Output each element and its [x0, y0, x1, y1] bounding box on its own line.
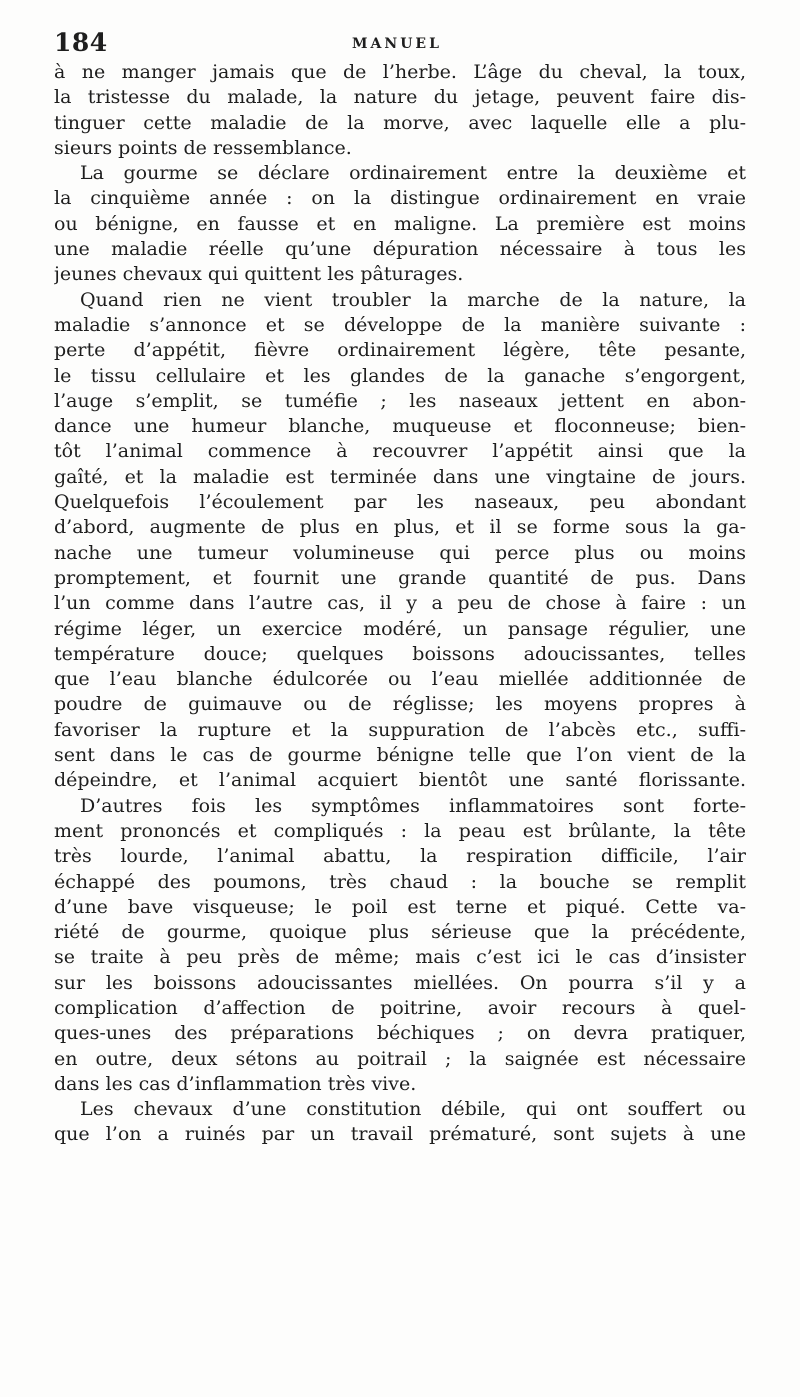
- body-text: [54, 60, 746, 1148]
- text-line: perte d’appétit, fièvre ordinairement légère, tête pesante,: [54, 339, 746, 362]
- text-line: jeunes chevaux qui quittent les pâturages.: [54, 263, 464, 286]
- text-line: riété de gourme, quoique plus sérieuse que la précédente,: [54, 921, 746, 944]
- text-line: température douce; quelques boissons adoucissantes, telles: [54, 642, 746, 665]
- text-line: Quelquefois l’écoulement par les naseaux, peu abondant: [54, 491, 746, 514]
- text-line: ou bénigne, en fausse et en maligne. La première est moins: [54, 212, 746, 235]
- text-line: tinguer cette maladie de la morve, avec laquelle elle a plu-: [54, 111, 746, 134]
- text-line: l’un comme dans l’autre cas, il y a peu de chose à faire : un: [54, 592, 746, 615]
- text-line: D’autres fois les symptômes inflammatoires sont forte-: [80, 794, 746, 817]
- text-line: très lourde, l’animal abattu, la respiration difficile, l’air: [54, 845, 746, 868]
- text-line: sur les boissons adoucissantes miellées. On pourra s’il y a: [54, 971, 746, 994]
- text-line: Quand rien ne vient troubler la marche de la nature, la: [80, 288, 746, 311]
- text-line: maladie s’annonce et se développe de la manière suivante :: [54, 313, 746, 336]
- text-line: complication d’affection de poitrine, avoir recours à quel-: [54, 996, 746, 1019]
- text-line: une maladie réelle qu’une dépuration nécessaire à tous les: [54, 238, 746, 261]
- text-line: échappé des poumons, très chaud : la bouche se remplit: [54, 870, 746, 893]
- text-line: la tristesse du malade, la nature du jetage, peuvent faire dis-: [54, 86, 746, 109]
- text-line: la cinquième année : on la distingue ordinairement en vraie: [54, 187, 746, 210]
- text-line: dans les cas d’inflammation très vive.: [54, 1072, 417, 1095]
- text-line: promptement, et fournit une grande quantité de pus. Dans: [54, 566, 746, 589]
- page-header: [54, 28, 740, 58]
- text-line: que l’eau blanche édulcorée ou l’eau miellée additionnée de: [54, 668, 746, 691]
- text-line: d’abord, augmente de plus en plus, et il se forme sous la ga-: [54, 516, 746, 539]
- page-number: 184: [54, 28, 108, 57]
- text-line: sieurs points de ressemblance.: [54, 136, 352, 159]
- text-line: tôt l’animal commence à recouvrer l’appétit ainsi que la: [54, 440, 746, 463]
- text-line: La gourme se déclare ordinairement entre la deuxième et: [80, 162, 746, 185]
- text-line: dance une humeur blanche, muqueuse et floconneuse; bien-: [54, 415, 746, 438]
- text-line: gaîté, et la maladie est terminée dans une vingtaine de jours.: [54, 465, 746, 488]
- text-line: se traite à peu près de même; mais c’est ici le cas d’insister: [54, 946, 746, 969]
- text-line: nache une tumeur volumineuse qui perce plus ou moins: [54, 541, 746, 564]
- text-line: dépeindre, et l’animal acquiert bientôt une santé florissante.: [54, 769, 746, 792]
- text-line: régime léger, un exercice modéré, un pansage régulier, une: [54, 617, 746, 640]
- text-line: ment prononcés et compliqués : la peau est brûlante, la tête: [54, 819, 746, 842]
- text-line: l’auge s’emplit, se tuméfie ; les naseaux jettent en abon-: [54, 389, 746, 412]
- text-line: favoriser la rupture et la suppuration de l’abcès etc., suffi-: [54, 718, 746, 741]
- text-line: en outre, deux sétons au poitrail ; la saignée est nécessaire: [54, 1047, 746, 1070]
- text-line: d’une bave visqueuse; le poil est terne et piqué. Cette va-: [54, 895, 746, 918]
- text-line: sent dans le cas de gourme bénigne telle que l’on vient de la: [54, 744, 746, 767]
- running-head: MANUEL: [352, 36, 442, 52]
- text-line: le tissu cellulaire et les glandes de la ganache s’engorgent,: [54, 364, 746, 387]
- text-line: que l’on a ruinés par un travail prématuré, sont sujets à une: [54, 1123, 746, 1146]
- text-line: Les chevaux d’une constitution débile, qui ont souffert ou: [80, 1098, 746, 1121]
- text-line: ques-unes des préparations béchiques ; on devra pratiquer,: [54, 1022, 746, 1045]
- text-line: à ne manger jamais que de l’herbe. L’âge du cheval, la toux,: [54, 61, 746, 83]
- text-line: poudre de guimauve ou de réglisse; les moyens propres à: [54, 693, 746, 716]
